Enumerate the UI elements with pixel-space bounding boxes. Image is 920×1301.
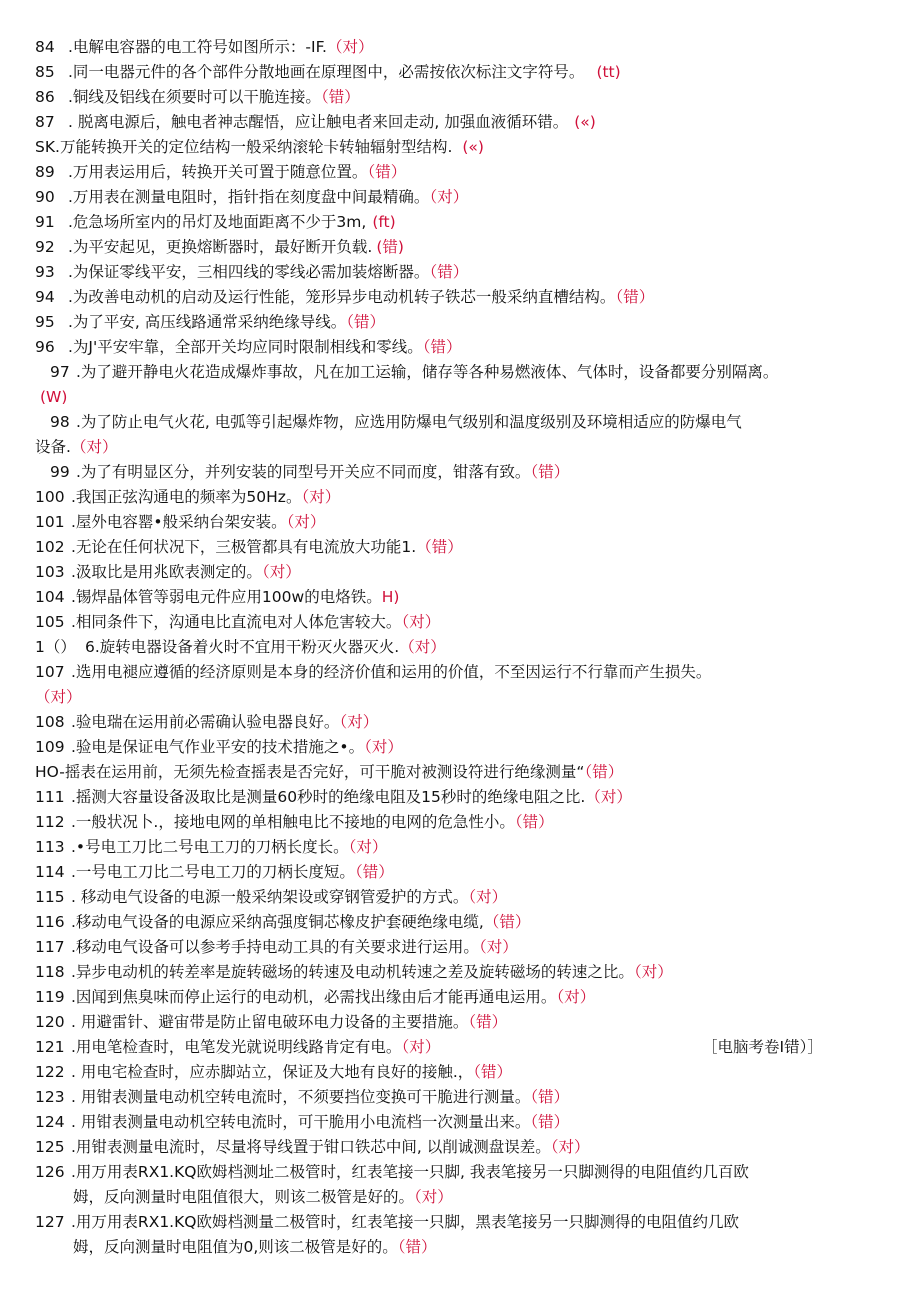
item-answer: （错）	[429, 263, 469, 281]
item-text: .为J'平安牢靠，全部开关均应同时限制相线和零线。	[68, 338, 423, 356]
item-answer: （对）	[348, 838, 388, 856]
item-number: 102	[35, 538, 65, 556]
item-text: .为改善电动机的启动及运行性能，笼形异步电动机转子铁芯一般采纳直槽结构。	[68, 288, 616, 306]
item-answer: （错）	[367, 163, 407, 181]
item-number: 85	[35, 63, 55, 81]
line-109	[35, 737, 403, 757]
item-answer: （错）	[584, 763, 624, 781]
item-answer: （对）	[633, 963, 673, 981]
item-number: 111	[35, 788, 65, 806]
item-text: .用钳表测量电流时，尽量将导线置于钳口铁芯中间, 以削诚测盘误差。	[71, 1138, 551, 1156]
line-91	[35, 212, 396, 232]
item-text: .为保证零线平安，三相四线的零线必需加装熔断器。	[68, 263, 430, 281]
line-113	[35, 837, 387, 857]
item-text: .锡焊晶体管等弱电元件应用100w的电烙铁。	[71, 588, 382, 606]
item-text: .相同条件下，沟通电比直流电对人体危害较大。	[71, 613, 402, 631]
item-answer: （错）	[422, 338, 462, 356]
item-answer: («)	[462, 138, 484, 156]
item-answer: （对）	[414, 1188, 453, 1206]
item-answer: （对）	[429, 188, 469, 206]
item-text: .•号电工刀比二号电工刀的刀柄长度长。	[71, 838, 349, 856]
item-answer: (ft)	[372, 213, 396, 231]
item-answer: （对）	[339, 713, 379, 731]
line-105	[35, 612, 440, 632]
item-answer: （错）	[530, 1088, 570, 1106]
item-text: .电解电容器的电工符号如图所示：-IF.	[68, 38, 327, 56]
line-95	[35, 312, 385, 332]
line-126	[35, 1162, 749, 1182]
item-answer: （错）	[615, 288, 655, 306]
item-answer: （对）	[286, 513, 326, 531]
item-answer: （错）	[320, 88, 360, 106]
item-text: .异步电动机的转差率是旋转磁场的转速及电动机转速之差及旋转磁场的转速之比。	[71, 963, 634, 981]
item-text: 姆，反向测量时电阻值为0,则该二极管是好的。	[73, 1238, 398, 1256]
item-text: .为了防止电气火花, 电弧等引起爆炸物，应选用防爆电气级别和温度级别及环境相适应的防爆电气	[76, 413, 742, 431]
item-answer: （错）	[530, 1113, 570, 1131]
item-answer: （对）	[556, 988, 596, 1006]
item-answer: （错）	[416, 538, 463, 556]
item-answer: （对）	[70, 438, 118, 456]
line-126-cont	[73, 1187, 453, 1207]
item-text: .摇测大容量设备汲取比是测量60秒时的绝缘电阻及15秒时的绝缘电阻之比.	[71, 788, 586, 806]
line-118	[35, 962, 673, 982]
item-answer: (错)	[376, 238, 404, 256]
line-88	[35, 137, 484, 157]
line-124	[35, 1112, 569, 1132]
item-answer: （对）	[585, 788, 632, 806]
item-number: 113	[35, 838, 65, 856]
item-number: 116	[35, 913, 65, 931]
item-number: 87	[35, 113, 55, 131]
line-111	[35, 787, 632, 807]
line-106	[35, 637, 446, 657]
line-110	[35, 762, 623, 782]
item-answer: （对）	[364, 738, 403, 756]
line-116	[35, 912, 530, 932]
item-text: .用万用表RX1.KQ欧姆档测量二极管时，红表笔接一只脚，黑表笔接另一只脚测得的电阻值约几欧	[71, 1213, 739, 1231]
item-text: . 用钳表测量电动机空转电流时，可干脆用小电流档一次测量出来。	[71, 1113, 531, 1131]
line-96	[35, 337, 462, 357]
item-number: 121	[35, 1038, 65, 1056]
line-89	[35, 162, 406, 182]
item-text: .危急场所室内的吊灯及地面距离不少于3m,	[68, 213, 367, 231]
item-number: 117	[35, 938, 65, 956]
item-answer: （对）	[399, 638, 446, 656]
item-text: .因闻到焦臭味而停止运行的电动机，必需找出缘由后才能再通电运用。	[71, 988, 557, 1006]
item-answer: （对）	[261, 563, 301, 581]
line-84	[35, 37, 373, 57]
item-text: .移动电气设备的电源应采纳高强度铜芯橡皮护套硬绝缘电缆,	[71, 913, 484, 931]
line-85	[35, 62, 621, 82]
line-98	[50, 412, 742, 432]
item-number: 104	[35, 588, 65, 606]
line-114	[35, 862, 394, 882]
line-87	[35, 112, 596, 132]
line-102	[35, 537, 463, 557]
item-number: 123	[35, 1088, 65, 1106]
item-number: 99	[50, 463, 70, 481]
item-text: .移动电气设备可以参考手持电动工具的有关要求进行运用。	[71, 938, 479, 956]
item-number: 108	[35, 713, 65, 731]
item-number: 126	[35, 1163, 65, 1181]
item-answer: （错）	[397, 1238, 437, 1256]
item-number: 92	[35, 238, 55, 256]
item-number: 127	[35, 1213, 65, 1231]
line-100	[35, 487, 340, 507]
item-number: 97	[50, 363, 70, 381]
side-label: ［电脑考卷I错）］	[702, 1038, 823, 1056]
line-122	[35, 1062, 512, 1082]
line-108	[35, 712, 378, 732]
item-number: 101	[35, 513, 65, 531]
line-101	[35, 512, 325, 532]
line-125	[35, 1137, 590, 1157]
line-103	[35, 562, 301, 582]
item-text: .万用表在测量电阻时，指针指在刻度盘中间最精确。	[68, 188, 430, 206]
item-answer: （对）	[401, 1038, 441, 1056]
item-text: 摇表在运用前，无须先检查摇表是否完好，可干脆对被测设符进行绝缘测量“	[64, 763, 585, 781]
item-number: 90	[35, 188, 55, 206]
item-answer: H)	[381, 588, 400, 606]
item-answer: （对）	[35, 688, 82, 706]
line-86	[35, 87, 360, 107]
item-text: .用万用表RX1.KQ欧姆档测址二极管时，红表笔接一只脚, 我表笔接另一只脚测得的电阻值约几百欧	[71, 1163, 749, 1181]
item-number: 124	[35, 1113, 65, 1131]
item-text: .一号电工刀比二号电工刀的刀柄长度短。	[71, 863, 355, 881]
item-text: .同一电器元件的各个部件分散地画在原理图中，必需按依次标注文字符号。	[68, 63, 585, 81]
line-99	[50, 462, 569, 482]
line-98-cont	[35, 437, 117, 457]
item-text: .为平安起见，更换熔断器时，最好断开负载.	[68, 238, 373, 256]
line-120	[35, 1012, 507, 1032]
item-text: .铜线及铝线在须要时可以干脆连接。	[68, 88, 321, 106]
line-90	[35, 187, 468, 207]
item-number: 119	[35, 988, 65, 1006]
item-number: 118	[35, 963, 65, 981]
item-answer: （对）	[478, 938, 518, 956]
item-number: 84	[35, 38, 55, 56]
item-number: 91	[35, 213, 55, 231]
item-number: 98	[50, 413, 70, 431]
item-text: 万能转换开关的定位结构一般采纳滚轮卡转轴辐射型结构.	[59, 138, 453, 156]
item-answer: （对）	[301, 488, 341, 506]
item-answer: (tt)	[596, 63, 621, 81]
item-number: 125	[35, 1138, 65, 1156]
item-text: .我国正弦沟通电的频率为50Hz。	[71, 488, 302, 506]
item-text: .无论在任何状况下，三极管都具有电流放大功能1.	[71, 538, 417, 556]
line-107-cont	[35, 687, 82, 707]
item-number: 1（）	[35, 638, 76, 656]
item-answer: （错）	[354, 863, 394, 881]
item-text: . 用避雷针、避宙带是防止留电破环电力设备的主要措施。	[71, 1013, 469, 1031]
item-number: 94	[35, 288, 55, 306]
item-text: .验电是保证电气作业平安的技术措施之•。	[71, 738, 365, 756]
item-number: SK.	[35, 138, 60, 156]
item-number: 95	[35, 313, 55, 331]
item-number: 107	[35, 663, 65, 681]
item-number: 122	[35, 1063, 65, 1081]
item-text: 设备.	[35, 438, 71, 456]
line-92	[35, 237, 404, 257]
item-answer: （错）	[346, 313, 386, 331]
line-115	[35, 887, 507, 907]
line-123	[35, 1087, 569, 1107]
item-answer: （错）	[473, 1063, 513, 1081]
item-number: 86	[35, 88, 55, 106]
item-number: 120	[35, 1013, 65, 1031]
item-text: .为了有明显区分，并列安装的同型号开关应不同而度，钳落有致。	[76, 463, 531, 481]
line-121	[35, 1037, 440, 1057]
item-number: 114	[35, 863, 65, 881]
item-text: .万用表运用后，转换开关可置于随意位置。	[68, 163, 368, 181]
item-text: .一般状况卜.，接地电网的单相触电比不接地的电网的危急性小。	[71, 813, 515, 831]
item-answer: （错）	[468, 1013, 508, 1031]
item-answer: （对）	[401, 613, 441, 631]
line-94	[35, 287, 654, 307]
item-number: 89	[35, 163, 55, 181]
line-117	[35, 937, 518, 957]
item-text: .选用电褪应遵循的经济原则是本身的经济价值和运用的价值，不至因运行不行靠而产生损失。	[71, 663, 712, 681]
item-number: 115	[35, 888, 65, 906]
item-answer: （对）	[468, 888, 508, 906]
item-text: .用电笔检查时，电笔发光就说明线路肯定有电。	[71, 1038, 402, 1056]
line-97	[50, 362, 778, 382]
line-119	[35, 987, 595, 1007]
item-number: 105	[35, 613, 65, 631]
item-number: 93	[35, 263, 55, 281]
item-text: . 用钳表测量电动机空转电流时，不须要挡位变换可干脆进行测量。	[71, 1088, 531, 1106]
item-answer: （对）	[550, 1138, 590, 1156]
item-number: 109	[35, 738, 65, 756]
item-number: 112	[35, 813, 65, 831]
item-number: 103	[35, 563, 65, 581]
line-93	[35, 262, 468, 282]
line-104	[35, 587, 399, 607]
item-text: . 用电宅检查时，应赤脚站立，保证及大地有良好的接触.，	[71, 1063, 474, 1081]
item-text: .验电瑞在运用前必需确认验电器良好。	[71, 713, 340, 731]
item-answer: (W)	[40, 388, 68, 406]
item-text: .汲取比是用兆欧表测定的。	[71, 563, 262, 581]
item-number: 96	[35, 338, 55, 356]
line-97-cont	[40, 387, 67, 407]
item-text: .屋外电容罂•般采纳台架安装。	[71, 513, 287, 531]
item-text: 姆，反向测量时电阻值很大，则该二极管是好的。	[73, 1188, 415, 1206]
item-answer: （错）	[530, 463, 570, 481]
line-127	[35, 1212, 739, 1232]
item-text: .为了避开静电火花造成爆炸事故，凡在加工运输，储存等各种易燃液体、气体时，设备都要分别隔离。	[76, 363, 779, 381]
item-text: . 移动电气设备的电源一般采纳架设或穿钢管爱护的方式。	[71, 888, 469, 906]
item-number: 100	[35, 488, 65, 506]
line-127-cont	[73, 1237, 437, 1257]
line-107	[35, 662, 711, 682]
item-text: 6.旋转电器设备着火时不宜用干粉灭火器灭火.	[85, 638, 400, 656]
item-answer: （错）	[514, 813, 554, 831]
item-text: .为了平安, 高压线路通常采纳绝缘导线。	[68, 313, 347, 331]
line-112	[35, 812, 554, 832]
item-answer: («)	[574, 113, 596, 131]
item-answer: （错）	[483, 913, 531, 931]
item-answer: （对）	[326, 38, 374, 56]
item-number: HO-	[35, 763, 65, 781]
item-text: . 脱离电源后，触电者神志醒悟，应让触电者来回走动, 加强血液循环错。	[68, 113, 569, 131]
